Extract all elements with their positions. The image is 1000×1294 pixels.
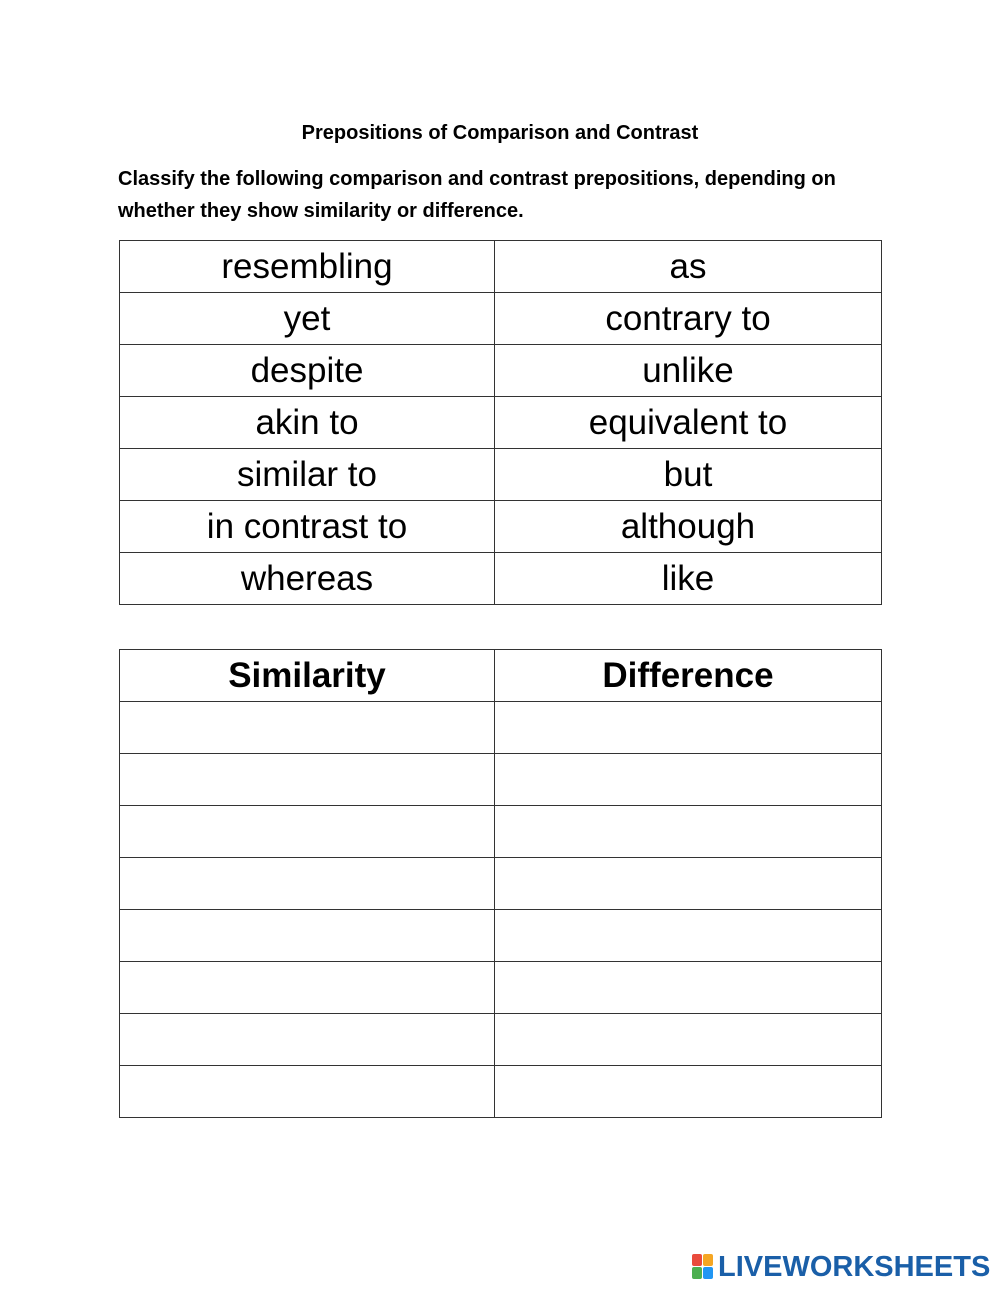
- similarity-header: Similarity: [120, 650, 495, 702]
- similarity-answer-cell[interactable]: [120, 1014, 495, 1066]
- liveworksheets-logo-text: LIVEWORKSHEETS: [718, 1251, 991, 1283]
- word-bank-row: [120, 241, 882, 293]
- difference-answer-cell[interactable]: [495, 754, 882, 806]
- word-bank-row: [120, 293, 882, 345]
- word-bank-cell[interactable]: but: [495, 449, 882, 501]
- word-bank-cell[interactable]: contrary to: [495, 293, 882, 345]
- word-bank-cell[interactable]: akin to: [120, 397, 495, 449]
- word-bank-table: [119, 240, 882, 605]
- similarity-answer-cell[interactable]: [120, 858, 495, 910]
- worksheet-instructions: Classify the following comparison and contrast prepositions, depending on whether they show similarity or difference.: [118, 168, 836, 222]
- answer-row: [120, 702, 882, 754]
- answer-row: [120, 1014, 882, 1066]
- word-bank-cell[interactable]: resembling: [120, 241, 495, 293]
- difference-answer-cell[interactable]: [495, 1014, 882, 1066]
- difference-answer-cell[interactable]: [495, 910, 882, 962]
- difference-answer-cell[interactable]: [495, 962, 882, 1014]
- answer-table: [119, 649, 882, 1118]
- answer-row: [120, 858, 882, 910]
- word-bank-cell[interactable]: equivalent to: [495, 397, 882, 449]
- difference-answer-cell[interactable]: [495, 806, 882, 858]
- difference-answer-cell[interactable]: [495, 858, 882, 910]
- answer-row: [120, 962, 882, 1014]
- answer-row: [120, 754, 882, 806]
- similarity-answer-cell[interactable]: [120, 806, 495, 858]
- answer-row: [120, 1066, 882, 1118]
- similarity-answer-cell[interactable]: [120, 702, 495, 754]
- word-bank-row: [120, 345, 882, 397]
- answer-row: [120, 806, 882, 858]
- word-bank-cell[interactable]: although: [495, 501, 882, 553]
- difference-answer-cell[interactable]: [495, 1066, 882, 1118]
- word-bank-cell[interactable]: as: [495, 241, 882, 293]
- liveworksheets-logo-icon: [692, 1254, 714, 1280]
- similarity-answer-cell[interactable]: [120, 962, 495, 1014]
- similarity-answer-cell[interactable]: [120, 1066, 495, 1118]
- word-bank-cell[interactable]: despite: [120, 345, 495, 397]
- word-bank-cell[interactable]: whereas: [120, 553, 495, 605]
- word-bank-cell[interactable]: similar to: [120, 449, 495, 501]
- difference-header: Difference: [495, 650, 882, 702]
- word-bank-row: [120, 553, 882, 605]
- word-bank-row: [120, 449, 882, 501]
- answer-table-header-row: [120, 650, 882, 702]
- answer-row: [120, 910, 882, 962]
- difference-answer-cell[interactable]: [495, 702, 882, 754]
- worksheet-title: Prepositions of Comparison and Contrast: [301, 122, 699, 144]
- word-bank-cell[interactable]: unlike: [495, 345, 882, 397]
- similarity-answer-cell[interactable]: [120, 910, 495, 962]
- word-bank-row: [120, 397, 882, 449]
- word-bank-cell[interactable]: like: [495, 553, 882, 605]
- liveworksheets-logo: [692, 1252, 990, 1282]
- word-bank-cell[interactable]: in contrast to: [120, 501, 495, 553]
- similarity-answer-cell[interactable]: [120, 754, 495, 806]
- word-bank-cell[interactable]: yet: [120, 293, 495, 345]
- word-bank-row: [120, 501, 882, 553]
